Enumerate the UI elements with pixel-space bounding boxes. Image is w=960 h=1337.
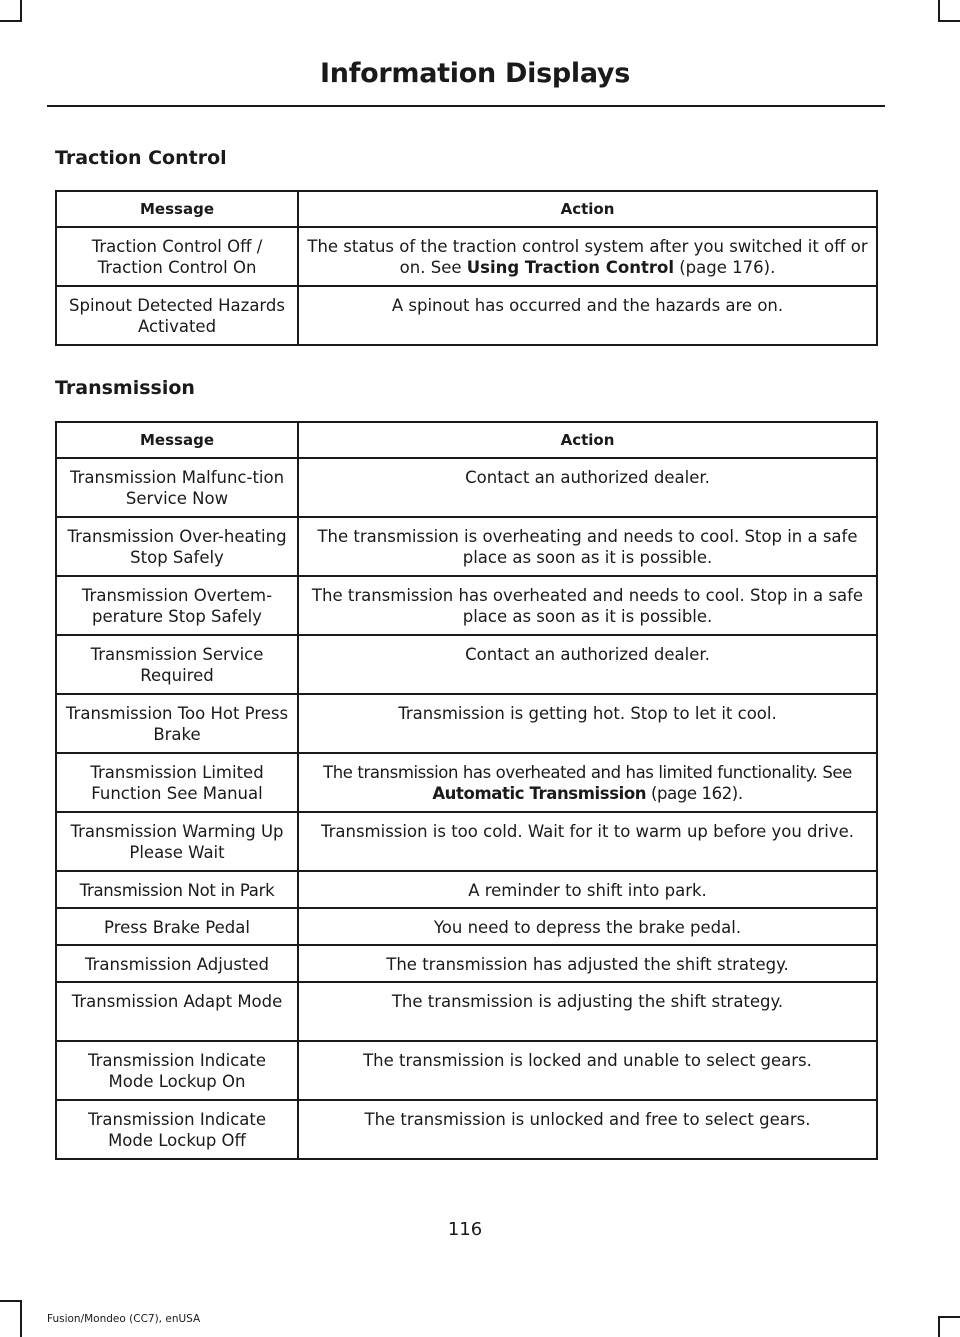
action-cell: The transmission is overheating and needs to cool. Stop in a safe place as soon as it is possible. [298, 517, 877, 576]
column-header-action: Action [298, 422, 877, 458]
action-cell: The transmission is locked and unable to select gears. [298, 1041, 877, 1100]
action-cell: Transmission is too cold. Wait for it to warm up before you drive. [298, 812, 877, 871]
crop-mark [20, 1300, 22, 1337]
message-cell: Transmission Over-heating Stop Safely [56, 517, 298, 576]
table-row [56, 458, 877, 517]
action-cell: Transmission is getting hot. Stop to let it cool. [298, 694, 877, 753]
table-row [56, 753, 877, 812]
section-title-traction-control: Traction Control [55, 147, 227, 169]
table-row [56, 982, 877, 1041]
message-cell: Transmission Limited Function See Manual [56, 753, 298, 812]
action-cell: Contact an authorized dealer. [298, 458, 877, 517]
action-cell: The transmission is unlocked and free to select gears. [298, 1100, 877, 1159]
action-cell: A reminder to shift into park. [298, 871, 877, 908]
page-reference: (page 176). [674, 258, 776, 277]
message-cell: Transmission Overtem-perature Stop Safely [56, 576, 298, 635]
column-header-action: Action [298, 191, 877, 227]
message-cell: Transmission Not in Park [56, 871, 298, 908]
message-cell: Transmission Indicate Mode Lockup On [56, 1041, 298, 1100]
traction-control-table [55, 190, 878, 346]
table-row [56, 227, 877, 286]
table-row [56, 694, 877, 753]
crop-mark [938, 0, 940, 22]
message-cell: Transmission Adapt Mode [56, 982, 298, 1041]
message-cell: Press Brake Pedal [56, 908, 298, 945]
action-cell: The transmission is adjusting the shift strategy. [298, 982, 877, 1041]
action-text: The status of the traction control system after you switched it off or on. See [307, 237, 868, 277]
page-header-title: Information Displays [320, 58, 630, 89]
action-cell [298, 227, 877, 286]
action-cell: Contact an authorized dealer. [298, 635, 877, 694]
table-row [56, 908, 877, 945]
column-header-message: Message [56, 191, 298, 227]
table-row [56, 871, 877, 908]
message-cell: Transmission Malfunc-tion Service Now [56, 458, 298, 517]
header-divider [47, 105, 885, 107]
column-header-message: Message [56, 422, 298, 458]
table-row [56, 286, 877, 345]
crop-mark [20, 0, 22, 22]
action-cell: You need to depress the brake pedal. [298, 908, 877, 945]
action-cell: The transmission has adjusted the shift strategy. [298, 945, 877, 982]
table-row [56, 635, 877, 694]
message-cell: Traction Control Off / Traction Control On [56, 227, 298, 286]
action-cell: The transmission has overheated and needs to cool. Stop in a safe place as soon as it is possible. [298, 576, 877, 635]
action-text: The transmission has overheated and has limited functionality. See [323, 763, 852, 782]
cross-reference-link[interactable]: Automatic Transmission [432, 784, 647, 803]
table-header-row [56, 191, 877, 227]
crop-mark [0, 1300, 22, 1302]
action-cell: A spinout has occurred and the hazards are on. [298, 286, 877, 345]
crop-mark [938, 1316, 960, 1318]
page-reference: (page 162). [646, 784, 743, 803]
message-cell: Transmission Warming Up Please Wait [56, 812, 298, 871]
message-cell: Transmission Too Hot Press Brake [56, 694, 298, 753]
page-number: 116 [447, 1219, 483, 1240]
crop-mark [938, 1316, 940, 1337]
crop-mark [0, 20, 22, 22]
transmission-table [55, 421, 878, 1160]
table-row [56, 1041, 877, 1100]
table-row [56, 517, 877, 576]
section-title-transmission: Transmission [55, 377, 195, 399]
message-cell: Transmission Service Required [56, 635, 298, 694]
message-cell: Transmission Adjusted [56, 945, 298, 982]
footer-model-label: Fusion/Mondeo (CC7), enUSA [47, 1313, 201, 1325]
crop-mark [938, 20, 960, 22]
table-row [56, 576, 877, 635]
table-row [56, 945, 877, 982]
message-cell: Transmission Indicate Mode Lockup Off [56, 1100, 298, 1159]
cross-reference-link[interactable]: Using Traction Control [466, 258, 674, 277]
action-cell [298, 753, 877, 812]
message-cell: Spinout Detected Hazards Activated [56, 286, 298, 345]
table-row [56, 812, 877, 871]
table-header-row [56, 422, 877, 458]
table-row [56, 1100, 877, 1159]
